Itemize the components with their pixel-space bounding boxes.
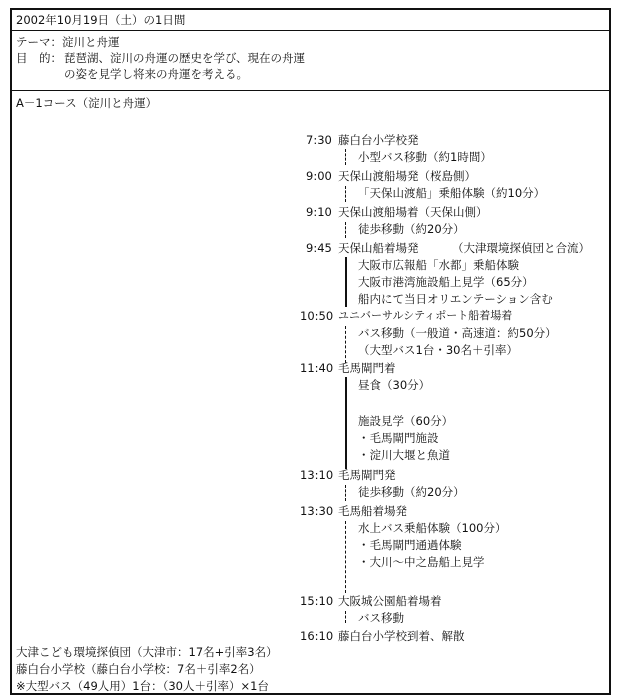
event-date: 2002年10月19日（土）の1日間 [16,13,186,27]
schedule-place: 天保山船着場発 [338,241,419,255]
schedule-note: ・淀川大堰と魚道 [358,448,450,462]
schedule-note: （大型バス1台・30名＋引率） [358,343,518,357]
schedule-place: 毛馬船着場発 [338,504,407,518]
schedule-note: ・大川～中之島船上見学 [358,555,485,569]
schedule-place: 藤白台小学校到着、解散 [338,629,465,643]
schedule-note: バス移動 [358,611,404,625]
schedule-time: 11:40 [300,361,334,375]
timeline-connector [345,326,346,363]
schedule-time: 9:45 [306,241,332,255]
schedule-note: 小型バス移動（約1時間） [358,150,492,164]
schedule-place: 大阪城公園船着場着 [338,594,442,608]
schedule-note: ・毛馬閘門施設 [358,431,439,445]
timeline-connector [345,257,347,307]
schedule-note: 徒歩移動（約20分） [358,222,465,236]
timeline-connector [345,186,346,202]
schedule-place: 毛馬閘門発 [338,468,396,482]
timeline-connector [345,611,346,623]
participants-note: 大津こども環境探偵団（大津市：17名+引率3名） [16,645,278,659]
timeline-connector [345,521,346,593]
schedule-time: 9:00 [306,169,332,183]
schedule-note: 徒歩移動（約20分） [358,485,465,499]
schedule-place: 天保山渡船場発（桜島側） [338,169,476,183]
timeline-connector [345,377,347,469]
schedule-time: 15:10 [300,594,334,608]
schedule-note: 水上バス乗船体験（100分） [358,521,507,535]
schedule-time: 13:10 [300,468,334,482]
schedule-time: 16:10 [300,629,334,643]
divider [12,30,609,31]
schedule-place: 毛馬閘門着 [338,361,396,375]
schedule-place: 藤白台小学校発 [338,133,419,147]
schedule-document [10,8,611,695]
purpose-line-2: の姿を見学し将来の舟運を考える。 [64,67,248,81]
timeline-connector [345,485,346,501]
schedule-time: 10:50 [300,309,334,323]
timeline-connector [345,149,346,165]
schedule-note: バス移動（一般道・高速道：約50分） [358,326,557,340]
bus-note: ※大型バス（49人用）1台：（30人＋引率）×1台 [16,679,269,693]
schedule-time: 7:30 [306,133,332,147]
schedule-note: 船内にて当日オリエンテーション含む [358,292,553,306]
timeline-connector [345,222,346,238]
schedule-place: 天保山渡船場着（天保山側） [338,205,488,219]
theme-line: テーマ：淀川と舟運 [16,35,120,49]
purpose-label: 目 的： [16,51,62,65]
schedule-place: ユニバーサルシティポート船着場着 [338,309,513,322]
schedule-note: 施設見学（60分） [358,414,454,428]
participants-note: 藤白台小学校（藤白台小学校：7名＋引率2名） [16,662,261,676]
schedule-time: 13:30 [300,504,334,518]
purpose-line-1: 琵琶湖、淀川の舟運の歴史を学び、現在の舟運 [64,51,306,65]
schedule-time: 9:10 [306,205,332,219]
schedule-note: 「天保山渡船」乗船体験（約10分） [358,186,546,200]
course-title: A－1コース（淀川と舟運） [16,96,158,110]
schedule-note: ・毛馬閘門通過体験 [358,538,462,552]
divider [12,90,609,91]
schedule-note: 昼食（30分） [358,378,431,392]
schedule-note: 大阪市港湾施設船上見学（65分） [358,275,534,289]
schedule-extra: （大津環境探偵団と合流） [452,241,590,255]
schedule-note: 大阪市広報船「水都」乗船体験 [358,258,519,272]
